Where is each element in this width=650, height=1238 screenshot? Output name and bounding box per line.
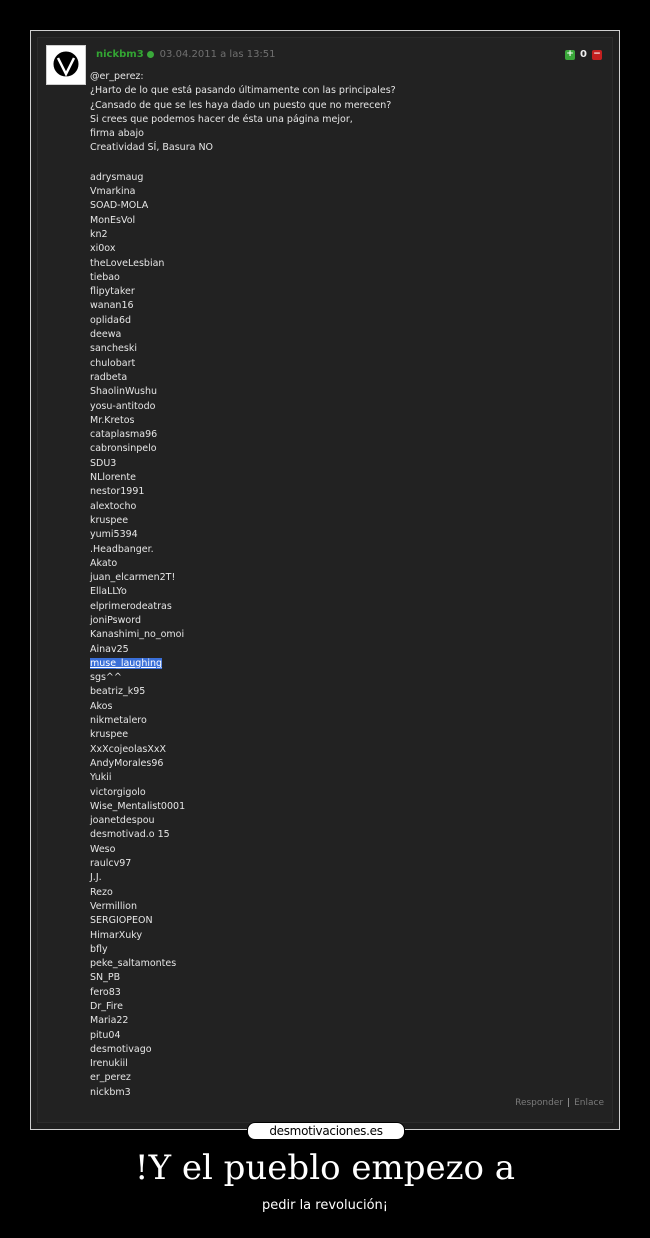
avatar[interactable] [46,45,86,85]
signer-name: Wise_Mentalist0001 [90,800,186,812]
signer-name: deewa [90,329,122,341]
signer-item [90,271,600,285]
signer-item [90,314,600,328]
spacer [90,156,600,171]
comment-intro [90,70,600,156]
divider [30,1129,247,1130]
signer-name: joniPsword [90,614,141,626]
signer-name: Akato [90,557,118,569]
signer-item [90,657,600,671]
comment-text-line: Si crees que podemos hacer de ésta una página mejor, [90,113,353,125]
signer-item [90,771,600,785]
signer-item [90,342,600,356]
divider [403,1129,620,1130]
signer-name: SDU3 [90,457,117,469]
signer-name: beatriz_k95 [90,686,146,698]
signer-list [90,171,600,1100]
comment-text-line: ¿Cansado de que se les haya dado un puesto que no merecen? [90,99,392,111]
signer-item [90,957,600,971]
signer-name: SN_PB [90,972,121,984]
vote-controls [565,49,602,60]
comment-text-line: ¿Harto de lo que está pasando últimamente con las principales? [90,85,396,97]
signer-item [90,714,600,728]
signer-item [90,1029,600,1043]
signer-item [90,671,600,685]
signer-name: Vermillion [90,900,137,912]
signer-item [90,428,600,442]
signer-name: SOAD-MOLA [90,200,149,212]
signer-name: Yukii [90,772,112,784]
signer-item [90,986,600,1000]
vote-up-button[interactable]: + [566,49,574,59]
signer-name: Dr_Fire [90,1001,123,1012]
poster-subtitle: pedir la revolución¡ [261,1198,389,1213]
username-link[interactable]: nickbm3 [96,49,144,60]
signer-name: MonEsVol [90,214,136,226]
signer-item [90,514,600,528]
signer-item [90,185,600,199]
signer-item [90,171,600,185]
signer-name: desmotivad.o 15 [90,829,170,841]
signer-name: Mr.Kretos [90,414,135,426]
signer-item [90,328,600,342]
separator: | [567,1098,571,1108]
signer-name: XxXcojeolasXxX [90,743,167,755]
signer-name: cabronsinpelo [90,443,157,455]
signer-item [90,843,600,857]
signer-name: chulobart [90,357,136,369]
signer-name: fero83 [90,986,121,998]
signer-item [90,871,600,885]
signer-item [90,700,600,714]
signer-name: EllaLLYo [90,586,127,598]
signer-item [90,371,600,385]
signer-item [90,528,600,542]
signer-item [90,757,600,771]
signer-name: Maria22 [90,1015,129,1027]
signer-item [90,385,600,399]
signer-name: sgs^^ [90,672,122,684]
signer-item [90,886,600,900]
signer-name: yosu-antitodo [90,400,156,412]
comment-meta [96,49,602,65]
signer-name: NLlorente [90,472,136,484]
signer-name: sancheski [90,343,137,355]
v-mask-icon [49,48,83,82]
signer-item [90,557,600,571]
signer-name: er_perez [90,1072,131,1084]
signer-item [90,971,600,985]
signer-name: Vmarkina [90,186,136,198]
signer-item [90,457,600,471]
signer-name: SERGIOPEON [90,915,153,927]
signer-item [90,857,600,871]
signer-name: Akos [90,700,113,712]
signer-item [90,228,600,242]
signer-name: cataplasma96 [90,429,158,441]
signer-item [90,685,600,699]
signer-item [90,828,600,842]
site-logo[interactable]: desmotivaciones.es [247,1122,405,1140]
poster-title: !Y el pueblo empezo a [134,1148,516,1188]
signer-name: nestor1991 [90,486,145,498]
signer-item [90,914,600,928]
signer-name: yumi5394 [90,529,138,541]
signer-item [90,285,600,299]
signer-name: oplida6d [90,314,132,326]
signer-name: J.J. [90,872,102,884]
signer-item [90,786,600,800]
reply-link[interactable]: Responder [515,1098,564,1108]
signer-item [90,800,600,814]
signer-item [90,585,600,599]
signer-item [90,628,600,642]
comment-text-line: Creatividad SÍ, Basura NO [90,142,214,154]
signer-name: flipytaker [90,286,135,298]
signer-name: nikmetalero [90,715,147,727]
signer-item [90,600,600,614]
signer-item [90,900,600,914]
signer-name: elprimerodeatras [90,600,172,612]
signer-name: alextocho [90,500,137,512]
signer-item [90,442,600,456]
signer-name: bfly [90,943,108,955]
signer-name: pitu04 [90,1029,121,1041]
signer-name: raulcv97 [90,858,132,870]
signer-item [90,1071,600,1085]
signer-item [90,743,600,757]
signer-item [90,929,600,943]
comment-timestamp: 03.04.2011 a las 13:51 [159,49,276,60]
signer-item [90,643,600,657]
signer-name: ShaolinWushu [90,386,158,398]
signer-name: Ainav25 [90,643,129,655]
signer-item [90,199,600,213]
signer-name: HimarXuky [90,929,143,941]
screenshot-frame [30,30,620,1130]
vote-count: 0 [580,49,587,60]
signer-item [90,943,600,957]
signer-item [90,257,600,271]
signer-name: juan_elcarmen2T! [90,572,176,584]
signer-name: theLoveLesbian [90,257,165,269]
signer-item [90,214,600,228]
signer-name: kruspee [90,514,129,526]
signer-item [90,1057,600,1071]
signer-item [90,500,600,514]
comment-card [37,37,613,1123]
signer-name: AndyMorales96 [90,757,164,769]
signer-name: tiebao [90,271,120,283]
signer-name: .Headbanger. [90,543,154,555]
signer-name: Weso [90,843,116,855]
signer-item [90,299,600,313]
comment-text-line: firma abajo [90,128,144,140]
signer-item [90,485,600,499]
signer-name: desmotivago [90,1043,152,1055]
signer-name: radbeta [90,371,128,383]
online-status-icon [147,51,154,58]
signer-item [90,400,600,414]
comment-text-line: @er_perez: [90,71,144,82]
signer-item [90,543,600,557]
permalink-link[interactable]: Enlace [574,1098,604,1108]
signer-item [90,1043,600,1057]
signer-name: wanan16 [90,300,134,312]
signer-name: Irenukiil [90,1058,128,1070]
signer-name: joanetdespou [90,815,155,827]
signer-item [90,814,600,828]
comment-body [90,70,600,1100]
signer-name: kn2 [90,228,108,240]
signer-item [90,242,600,256]
signer-name: Kanashimi_no_omoi [90,629,185,641]
signer-item [90,1014,600,1028]
signer-item [90,728,600,742]
signer-item [90,1000,600,1014]
signer-name: kruspee [90,729,129,741]
signer-name: nickbm3 [90,1086,131,1098]
signer-name: muse_laughing [90,657,163,669]
signer-name: Rezo [90,886,113,898]
signer-item [90,357,600,371]
comment-actions [515,1098,604,1108]
signer-item [90,571,600,585]
signer-item [90,614,600,628]
signer-name: xi0ox [90,243,116,255]
signer-item [90,414,600,428]
signer-name: adrysmaug [90,171,144,183]
signer-name: peke_saltamontes [90,958,177,970]
signer-item [90,471,600,485]
signer-name: victorgigolo [90,786,146,798]
vote-down-button[interactable]: − [593,49,601,59]
